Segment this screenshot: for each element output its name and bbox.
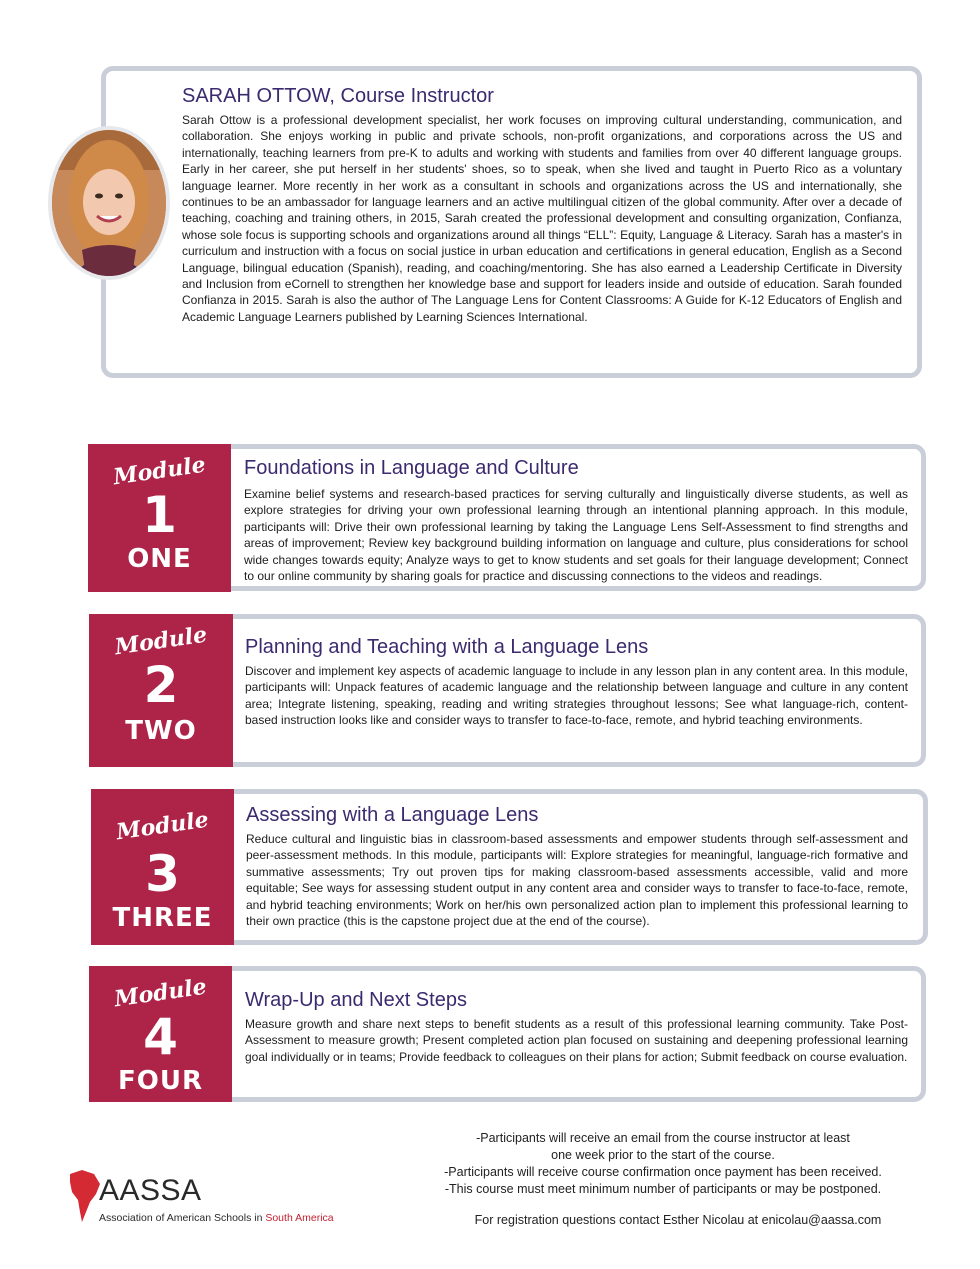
logo-name: AASSA xyxy=(99,1174,202,1207)
module-4-title: Wrap-Up and Next Steps xyxy=(245,989,467,1011)
module-4-badge xyxy=(89,966,232,1102)
module-3-text: Reduce cultural and linguistic bias in classroom-based assessments and empower students through self-assessment and peer-assessment methods. In this module, participants will: Explore strategies for meaningful, language-rich formative and summative assessments; Try out proven tips for making classroom-based assessments accessible, valid and more equitable; See ways for assessing student output in any content area and consider ways to transfer to face-to-face, remote, and hybrid teaching environments; Work on her/his own personalized action plan to implement this professional learning to their own practice (this is the capstone project due at the end of the course). xyxy=(246,832,908,929)
note-line-2: one week prior to the start of the course. xyxy=(551,1148,775,1162)
module-2-text: Discover and implement key aspects of academic language to include in any lesson plan in any content area. In this module, participants will: Unpack features of academic language and the relationship between language and culture in any content area; Integrate listening, speaking, reading and writing strategies throughout lessons; See what language-rich, content-based instruction looks like and consider ways to transfer to face-to-face, remote, and hybrid teaching environments. xyxy=(245,664,908,728)
module-2-number: 2 xyxy=(143,656,179,714)
instructor-title: SARAH OTTOW, Course Instructor xyxy=(182,85,494,107)
logo-subtitle xyxy=(99,1212,334,1224)
module-4-text: Measure growth and share next steps to benefit students as a result of this professional learning community. Take Post-Assessment to measure growth; Present completed action plan focused on sustaining and deepening professional learning goal individually or in teams; Provide feedback to colleagues on their plans for action; Submit feedback on course evaluation. xyxy=(245,1017,908,1064)
module-2-word: TWO xyxy=(125,716,197,746)
module-2-title: Planning and Teaching with a Language Lens xyxy=(245,636,649,658)
logo-sub-accent: South America xyxy=(265,1212,334,1224)
module-2-label: Module xyxy=(113,621,209,661)
module-4-word: FOUR xyxy=(118,1066,203,1096)
module-2-badge xyxy=(89,614,233,767)
note-line-4: -This course must meet minimum number of participants or may be postponed. xyxy=(444,1182,882,1196)
module-1-word: ONE xyxy=(127,544,192,574)
module-1-number: 1 xyxy=(142,486,177,544)
note-line-3: -Participants will receive course confirmation once payment has been received. xyxy=(444,1165,882,1179)
instructor-bio: Sarah Ottow is a professional development specialist, her work focuses on improving cultural understanding, communication, and collaboration. She enjoys working in public and private schools, non-profit organizations, and corporations across the US and internationally, teaching learners from pre-K to adults and working with students and families from over 40 different language groups. Early in her career, she put herself in her students' shoes, so to speak, when she lived and taught in Puerto Rico as a voluntary language learner. More recently in her work as a consultant in schools and organizations across the US and internationally, she continues to be an ambassador for language learners and an active multilingual citizen of the global community. After over a decade of teaching, coaching and training others, in 2015, Sarah created the professional development and consulting organization, Confianza, whose sole focus is supporting schools and organizations around all things “ELL”: Equity, Language & Literacy. Sarah has a master's in curriculum and instruction with a focus on social justice in urban education and certifications in general education, English as a Second Language, bilingual education (Spanish), reading, and coaching/mentoring. She has also earned a Leadership Certificate in Diversity and Inclusion from eCornell to strengthen her knowledge base and support for leaders inside and outside of education. Sarah founded Confianza in 2015. Sarah is also the author of The Language Lens for Content Classrooms: A Guide for K-12 Educators of English and Academic Language Learners published by Learning Sciences International. xyxy=(182,113,902,324)
instructor-photo xyxy=(48,126,170,280)
aassa-logo xyxy=(68,1168,338,1228)
south-america-icon xyxy=(68,1168,102,1224)
note-line-1: -Participants will receive an email from the course instructor at least xyxy=(476,1131,850,1145)
module-3-title: Assessing with a Language Lens xyxy=(246,804,539,826)
registration-notes xyxy=(408,1130,918,1198)
module-4-label: Module xyxy=(112,973,209,1013)
module-3-badge xyxy=(91,789,234,945)
module-1-title: Foundations in Language and Culture xyxy=(244,457,579,479)
module-3-number: 3 xyxy=(145,845,180,903)
logo-sub-main: Association of American Schools in xyxy=(99,1212,263,1224)
module-4-number: 4 xyxy=(143,1008,178,1066)
module-1-label: Module xyxy=(111,451,208,491)
contact-line: For registration questions contact Esther Nicolau at enicolau@aassa.com xyxy=(474,1213,882,1227)
module-3-word: THREE xyxy=(112,903,213,933)
module-1-badge xyxy=(88,444,231,592)
module-1-text: Examine belief systems and research-based practices for serving culturally and linguistically diverse students, as well as explore strategies for driving your own professional learning through an intentional planning approach. In this module, participants will: Drive their own professional learning by taking the Language Lens Self-Assessment to find strengths and areas of improvement; Review key background building information on language and culture, plus considerations for school wide changes towards equity; Analyze ways to get to know students and set goals for their language development; Connect to our online community by sharing goals for practice and discussing connections to the videos and readings. xyxy=(244,487,908,584)
module-3-label: Module xyxy=(114,806,211,846)
